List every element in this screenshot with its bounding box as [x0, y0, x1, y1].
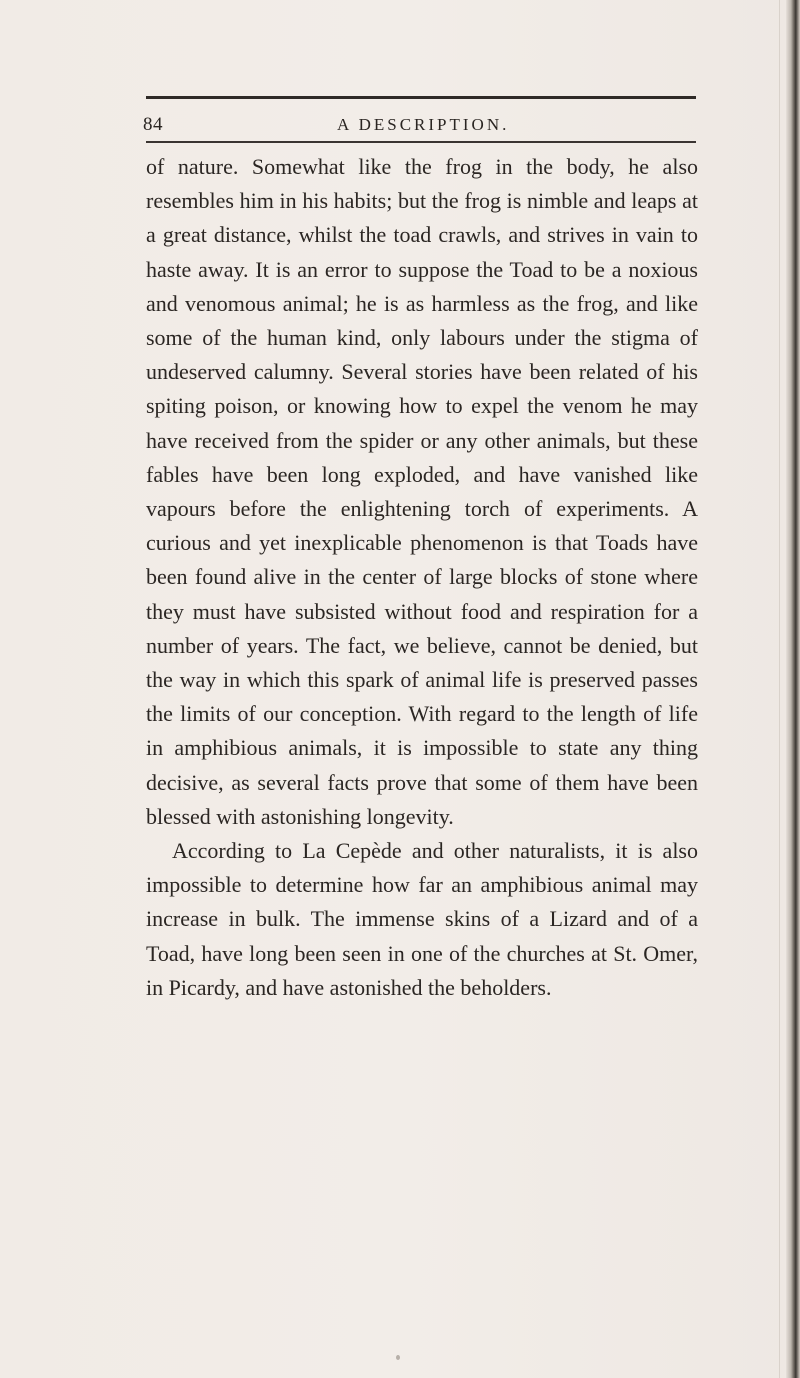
paper-speck	[396, 1355, 400, 1360]
paragraph-1: of nature. Somewhat like the frog in the body, he also resembles him in his habits; but the frog is nimble and leaps at a great distance, whilst the toad crawls, and strives in vain to haste away. It is an error to suppose the Toad to be a noxious and venomous animal; he is as harmless as the frog, and like some of the human kind, only labours under the stigma of undeserved calumny. Several stories have been related of his spiting poison, or knowing how to expel the venom he may have received from the spider or any other animals, but these fables have been long exploded, and have vanished like vapours before the enlightening torch of experiments. A curious and yet inexplicable phenomenon is that Toads have been found alive in the center of large blocks of stone where they must have subsisted without food and respiration for a number of years. The fact, we believe, cannot be denied, but the way in which this spark of animal life is preserved passes the limits of our conception. With regard to the length of life in amphibious animals, it is impossible to state any thing decisive, as several facts prove that some of them have been blessed with astonishing longevity.	[146, 154, 698, 829]
header-rule-top	[146, 96, 696, 99]
running-title: A DESCRIPTION.	[337, 115, 510, 134]
header-rule-bottom	[146, 141, 696, 143]
book-binding-edge	[786, 0, 800, 1378]
page-number: 84	[143, 114, 163, 135]
paragraph-2: According to La Cepède and other naturalists, it is also impossible to determine how far an amphibious animal may increase in bulk. The immense skins of a Lizard and of a Toad, have long been seen in one of the churches at St. Omer, in Picardy, and have astonished the beholders.	[146, 838, 698, 1000]
body-text	[146, 150, 698, 1005]
page-gutter-line	[779, 0, 780, 1378]
running-head	[143, 114, 698, 140]
